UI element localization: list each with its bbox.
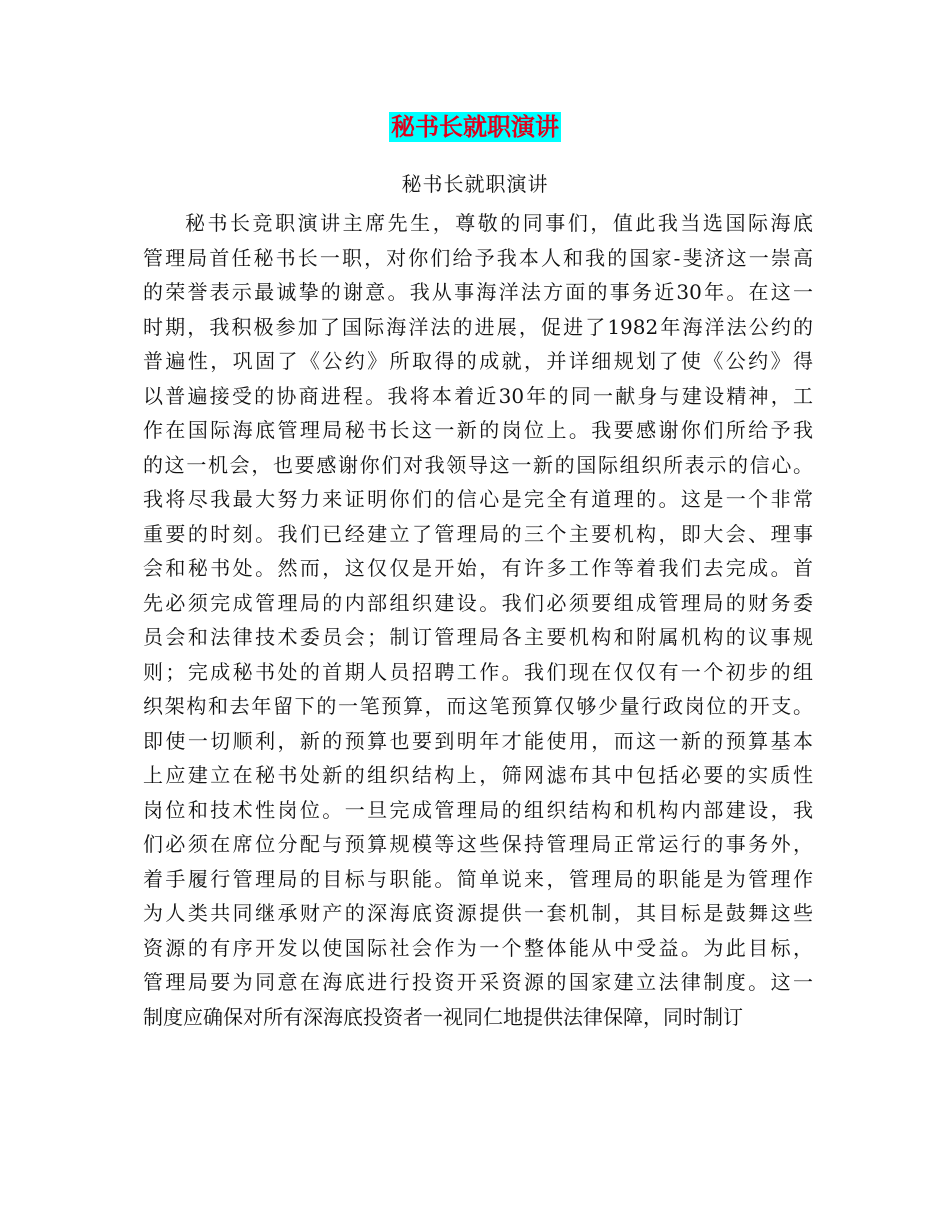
document-title: 秘书长就职演讲 [391,113,559,141]
body-line: 为人类共同继承财产的深海底资源提供一套机制，其目标是鼓舞这些 [143,901,813,925]
body-line: 资源的有序开发以使国际社会作为一个整体能从中受益。为此目标， [143,935,813,960]
body-line: 会和秘书处。然而，这仅仅是开始，有许多工作等着我们去完成。首 [143,556,813,580]
body-line: 员会和法律技术委员会；制订管理局各主要机构和附属机构的议事规 [143,625,813,649]
body-line: 织架构和去年留下的一笔预算，而这笔预算仅够少量行政岗位的开支。 [143,694,813,718]
body-line: 的荣誉表示最诚挚的谢意。我从事海洋法方面的事务近30年。在这一 [143,280,813,304]
body-line: 的这一机会，也要感谢你们对我领导这一新的国际组织所表示的信心。 [143,452,813,477]
body-line: 即使一切顺利，新的预算也要到明年才能使用，而这一新的预算基本 [143,728,813,753]
body-line: 普遍性，巩固了《公约》所取得的成就，并详细规划了使《公约》得 [143,349,813,373]
title-container [0,112,950,142]
body-line: 重要的时刻。我们已经建立了管理局的三个主要机构，即大会、理事 [143,521,813,546]
body-line: 着手履行管理局的目标与职能。简单说来，管理局的职能是为管理作 [143,866,813,891]
body-line: 则；完成秘书处的首期人员招聘工作。我们现在仅仅有一个初步的组 [143,659,813,684]
document-subtitle: 秘书长就职演讲 [401,172,549,196]
body-line: 管理局要为同意在海底进行投资开采资源的国家建立法律制度。这一 [143,970,813,994]
body-line: 作在国际海底管理局秘书长这一新的岗位上。我要感谢你们所给予我 [143,418,813,442]
body-line: 秘书长竞职演讲主席先生，尊敬的同事们，值此我当选国际海底 [185,211,813,235]
body-line: 岗位和技术性岗位。一旦完成管理局的组织结构和机构内部建设，我 [143,797,813,822]
document-body [143,206,813,1034]
body-line: 先必须完成管理局的内部组织建设。我们必须要组成管理局的财务委 [143,590,813,615]
body-line: 们必须在席位分配与预算规模等这些保持管理局正常运行的事务外， [143,832,813,856]
body-line: 管理局首任秘书长一职，对你们给予我本人和我的国家-斐济这一崇高 [143,245,813,270]
body-line: 以普遍接受的协商进程。我将本着近30年的同一献身与建设精神，工 [143,383,813,408]
body-line: 我将尽我最大努力来证明你们的信心是完全有道理的。这是一个非常 [143,487,813,511]
body-line: 制度应确保对所有深海底投资者一视同仁地提供法律保障，同时制订 [143,1004,743,1029]
body-line: 时期，我积极参加了国际海洋法的进展，促进了1982年海洋法公约的 [143,314,813,339]
body-line: 上应建立在秘书处新的组织结构上，筛网滤布其中包括必要的实质性 [143,763,813,787]
